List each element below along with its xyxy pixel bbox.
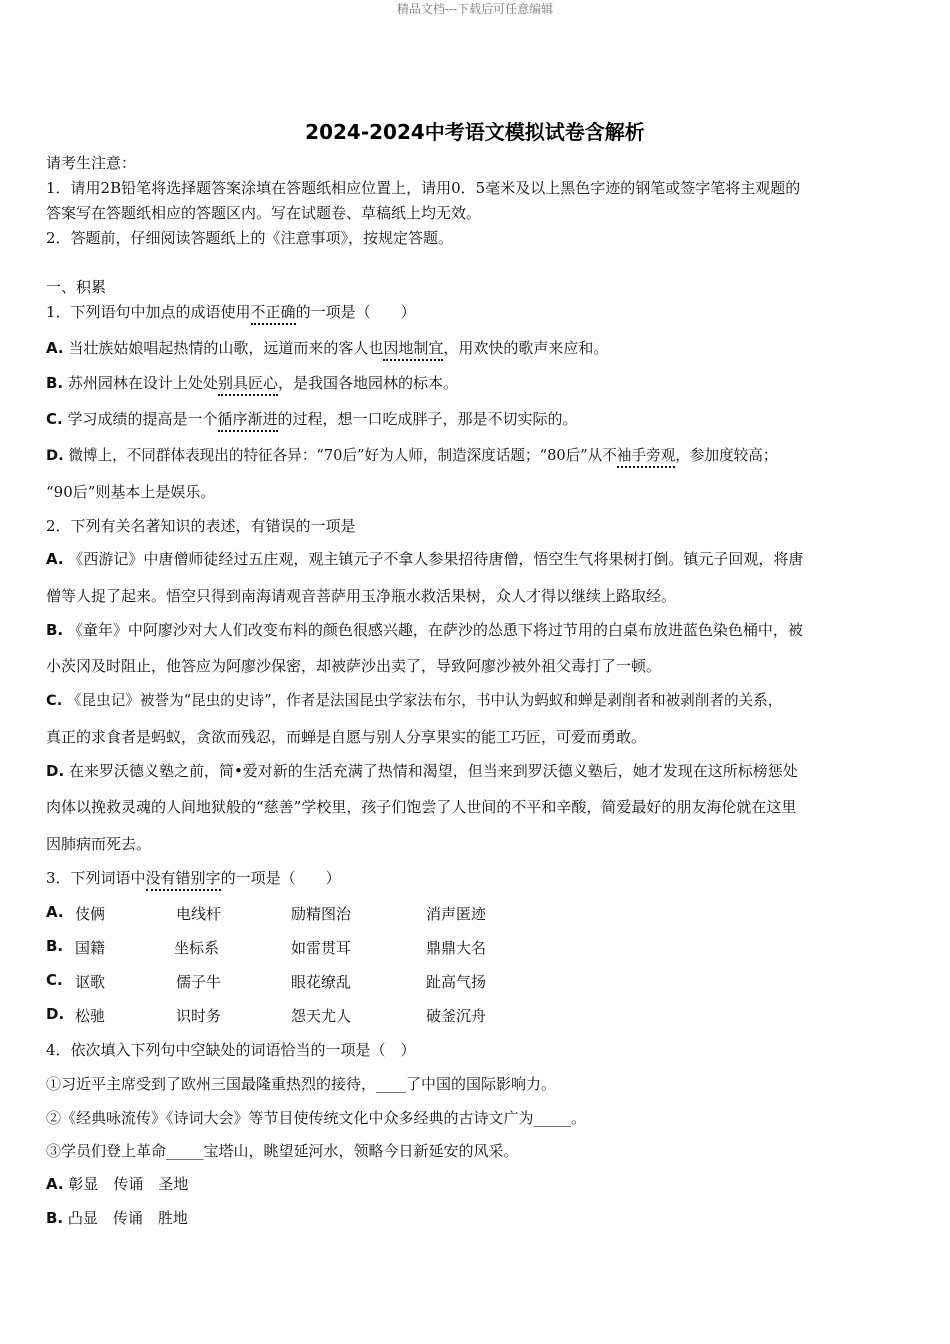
option-text-pre: 微博上，不同群体表现出的特征各异：“70后”好为人师，制造深度话题；“80后”从不 [68, 447, 617, 464]
option-idiom: 因地制宜 [383, 337, 443, 361]
q3-option-a [46, 903, 487, 923]
q3-stem-emphasis: 没有错别字 [146, 867, 221, 891]
notice-line-1a: 1．请用2B铅笔将选择题答案涂填在答题纸相应位置上，请用0．5毫米及以上黑色字迹的钢笔或签字笔将主观题的 [46, 179, 801, 197]
question-4-stem: 4．依次填入下列句中空缺处的词语恰当的一项是（ ） [46, 1041, 416, 1059]
word-4: 趾高气扬 [426, 973, 487, 991]
option-text: 在来罗沃德义塾之前，简•爱对新的生活充满了热情和渴望，但当来到罗沃德义塾后，她才发现在这所标榜惩处 [68, 762, 798, 780]
word-2: 坐标系 [174, 939, 220, 957]
option-text: 《西游记》中唐僧师徒经过五庄观，观主镇元子不拿人参果招待唐僧，悟空生气将果树打倒。镇元子回观，将唐 [68, 550, 804, 568]
option-text-post: ，参加度较高； [675, 447, 778, 464]
word-3: 怨天尤人 [291, 1007, 352, 1025]
word-1: 伎俩 [75, 905, 106, 923]
notice-line-2: 2．答题前，仔细阅读答题纸上的《注意事项》，按规定答题。 [46, 229, 454, 247]
q2-option-d-line-2: 肉体以挽救灵魂的人间地狱般的“慈善”学校里，孩子们饱尝了人世间的不平和辛酸，简爱最好的朋友海伦就在这里 [46, 798, 797, 816]
q4-sentence-1: ①习近平主席受到了欧州三国最隆重热烈的接待，____了中国的国际影响力。 [46, 1075, 557, 1093]
option-text: 彰显 传诵 圣地 [68, 1175, 189, 1193]
option-text: 《昆虫记》被誉为“昆虫的史诗”，作者是法国昆虫学家法布尔，书中认为蚂蚁和蝉是剥削者和被剥削者的关系， [66, 692, 783, 709]
option-label: D. [46, 1005, 65, 1023]
word-3: 眼花缭乱 [291, 973, 352, 991]
option-text-post: ，是我国各地园林的标本。 [277, 374, 458, 392]
option-label: B. [46, 374, 64, 392]
option-text-post: 的过程，想一口吃成胖子，那是不切实际的。 [277, 410, 578, 428]
q1-stem-emphasis: 不正确 [251, 301, 296, 325]
option-label: D. [46, 447, 64, 464]
option-text: 《童年》中阿廖沙对大人们改变布料的颜色很感兴趣，在萨沙的怂恿下将过节用的白桌布放进蓝色染色桶中，被 [67, 621, 803, 639]
q1-option-c [46, 408, 578, 432]
word-1: 国籍 [75, 939, 106, 957]
option-label: B. [46, 937, 64, 955]
q4-sentence-3: ③学员们登上革命_____宝塔山，眺望延河水，领略今日新延安的风采。 [46, 1142, 519, 1160]
q4-option-b [46, 1207, 188, 1228]
question-3-stem [46, 867, 341, 891]
option-text-pre: 学习成绩的提高是一个 [67, 410, 218, 428]
q2-option-c [46, 689, 782, 710]
option-text-post: ，用欢快的歌声来应和。 [443, 339, 609, 357]
q2-option-c-line-2: 真正的求食者是蚂蚁，贪欲而残忍，而蝉是自愿与别人分享果实的能工巧匠，可爱而勇敢。 [46, 728, 647, 746]
word-2: 电线杆 [176, 905, 222, 923]
q3-stem-post: 的一项是（ ） [220, 869, 341, 887]
word-2: 识时务 [176, 1007, 222, 1025]
word-3: 如雷贯耳 [291, 939, 352, 957]
page-title: 2024-2024中考语文模拟试卷含解析 [305, 120, 645, 144]
option-label: D. [46, 762, 65, 780]
option-label: A. [46, 1175, 64, 1193]
q2-option-b-line-2: 小茨冈及时阻止，他答应为阿廖沙保密，却被萨沙出卖了，导致阿廖沙被外祖父毒打了一顿。 [46, 657, 662, 675]
word-2: 儒子牛 [176, 973, 222, 991]
notice-heading: 请考生注意： [46, 154, 137, 172]
option-label: C. [46, 971, 63, 989]
q3-option-c [46, 971, 487, 991]
page-header: 精品文档---下载后可任意编辑 [396, 2, 554, 16]
q1-option-d [46, 444, 777, 468]
option-label: C. [46, 692, 63, 709]
q4-sentence-2: ②《经典咏流传》《诗词大会》等节目使传统文化中众多经典的古诗文广为_____。 [46, 1109, 587, 1127]
q1-option-b [46, 372, 458, 396]
q2-option-a-line-2: 僧等人捉了起来。悟空只得到南海请观音菩萨用玉净瓶水救活果树，众人才得以继续上路取经。 [46, 587, 677, 605]
option-idiom: 袖手旁观 [617, 444, 675, 468]
option-text: 凸显 传诵 胜地 [67, 1209, 188, 1227]
option-label: C. [46, 410, 63, 428]
option-label: B. [46, 1209, 64, 1227]
notice-line-1b: 答案写在答题纸相应的答题区内。写在试题卷、草稿纸上均无效。 [46, 204, 482, 222]
q2-option-d-line-3: 因肺病而死去。 [46, 835, 152, 853]
option-text-pre: 当壮族姑娘唱起热情的山歌，远道而来的客人也 [68, 339, 384, 357]
option-idiom: 循序渐进 [218, 408, 278, 432]
q2-option-d [46, 760, 798, 781]
q1-option-a [46, 337, 608, 361]
q1-option-d-line-2: “90后”则基本上是娱乐。 [46, 483, 216, 501]
option-label: B. [46, 621, 64, 639]
option-label: A. [46, 903, 64, 921]
option-text-pre: 苏州园林在设计上处处 [67, 374, 218, 392]
q3-option-d [46, 1005, 487, 1025]
question-1-stem [46, 301, 416, 325]
option-idiom: 别具匠心 [218, 372, 278, 396]
word-3: 励精图治 [291, 905, 352, 923]
q1-stem-pre: 1．下列语句中加点的成语使用 [46, 303, 251, 321]
q4-option-a [46, 1173, 188, 1194]
word-4: 鼎鼎大名 [426, 939, 487, 957]
option-label: A. [46, 550, 64, 568]
section-heading: 一、积累 [46, 278, 107, 296]
word-1: 松驰 [75, 1007, 106, 1025]
word-4: 消声匿迹 [426, 905, 487, 923]
q2-option-b [46, 619, 803, 640]
q3-option-b [46, 937, 487, 957]
option-label: A. [46, 339, 64, 357]
question-2-stem: 2．下列有关名著知识的表述，有错误的一项是 [46, 517, 356, 535]
q1-stem-post: 的一项是（ ） [295, 303, 416, 321]
word-1: 讴歌 [75, 973, 106, 991]
q3-stem-pre: 3．下列词语中 [46, 869, 146, 887]
word-4: 破釜沉舟 [426, 1007, 487, 1025]
q2-option-a [46, 548, 803, 569]
